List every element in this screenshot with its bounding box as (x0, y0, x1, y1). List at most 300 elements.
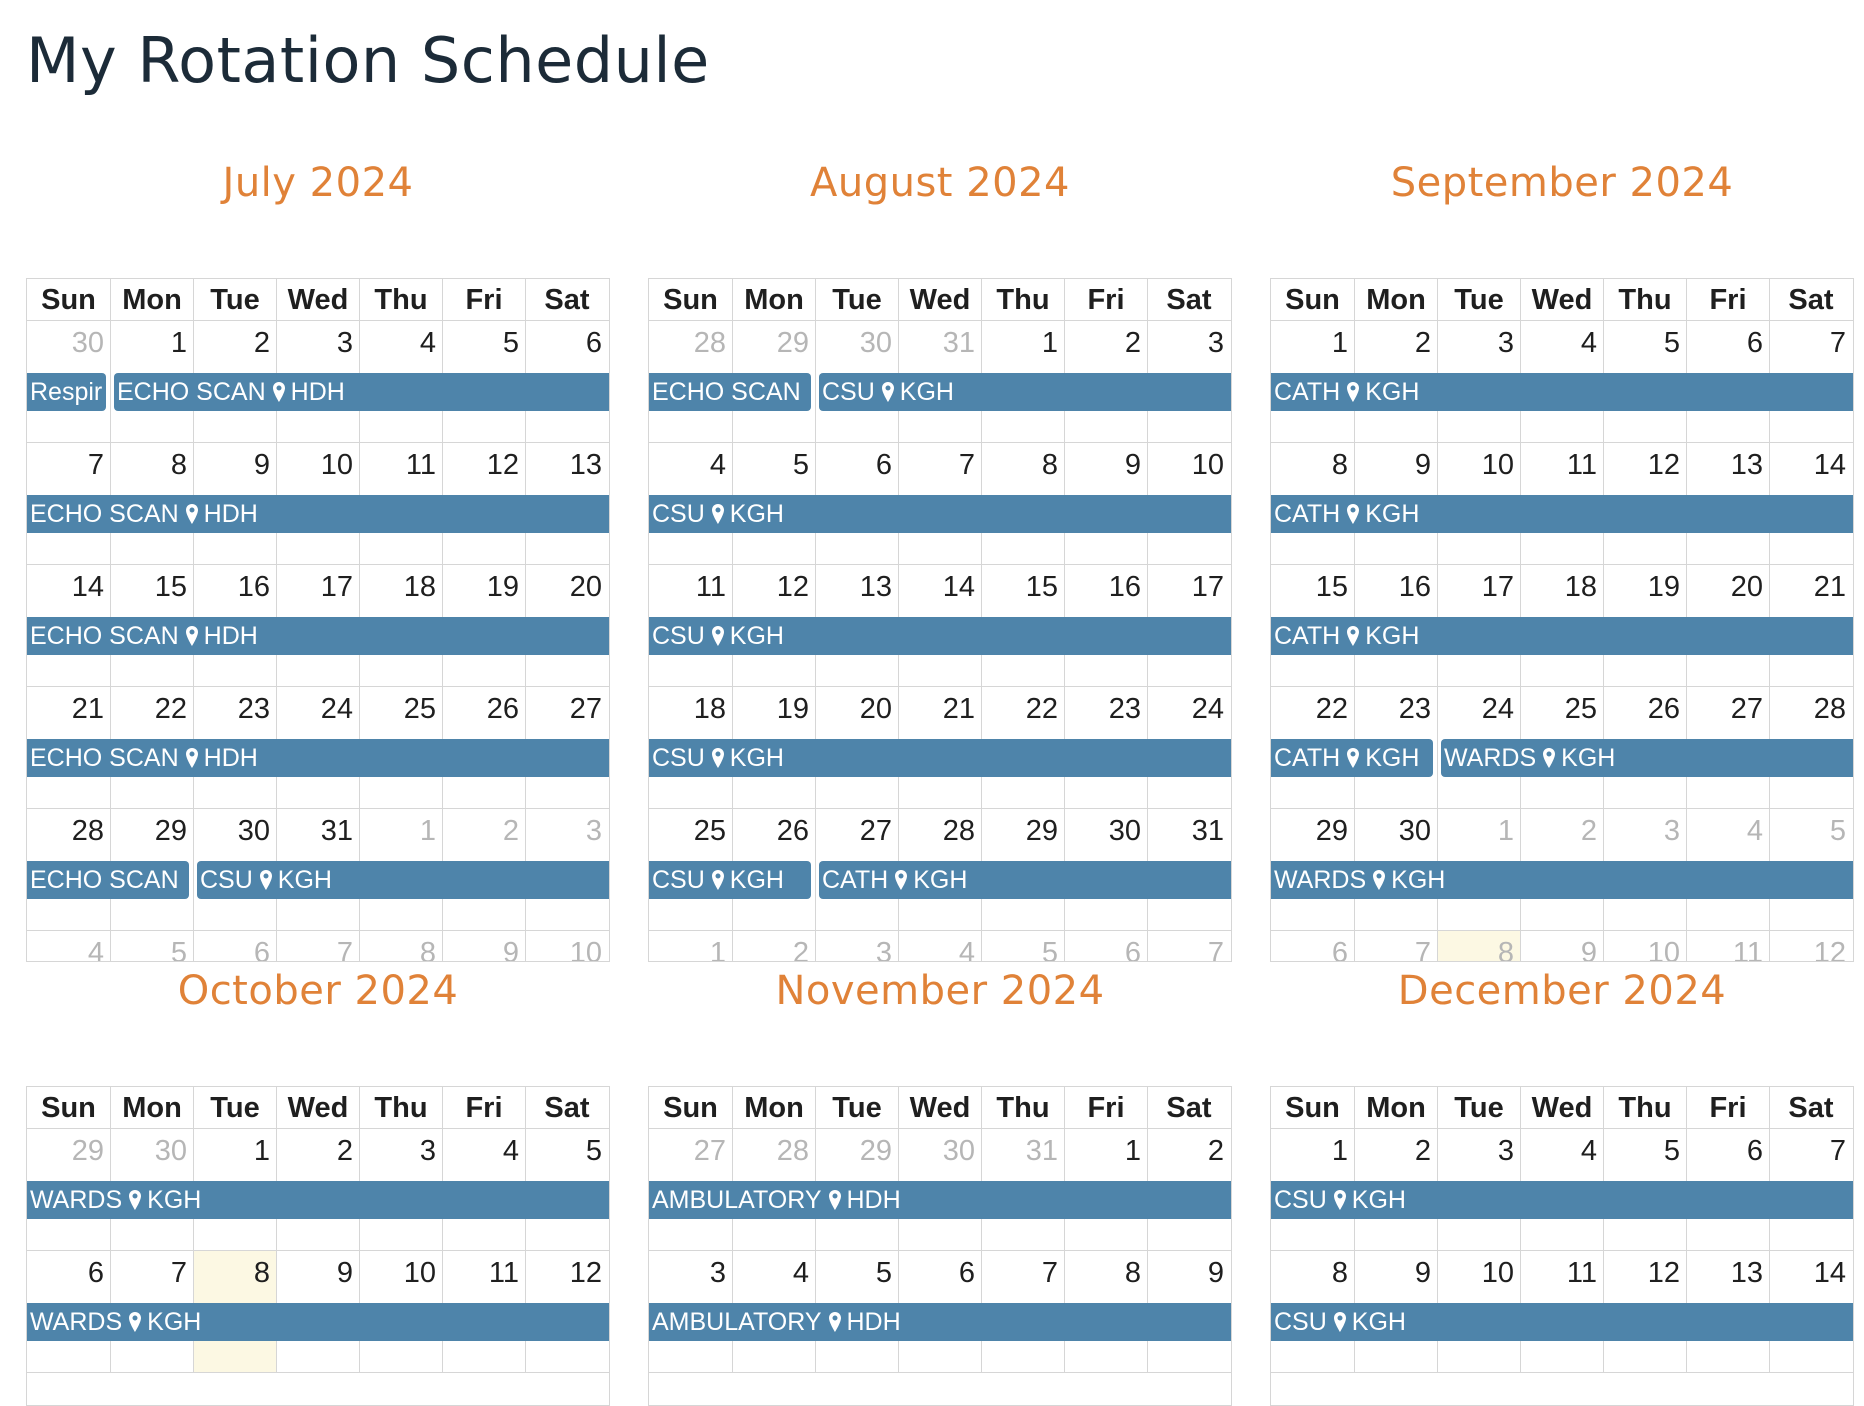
day-number: 30 (154, 1135, 187, 1167)
day-number: 20 (859, 693, 892, 725)
event-location: KGH (1365, 378, 1420, 406)
weekday-label: Fri (442, 279, 525, 321)
month-grid (1270, 1086, 1854, 1406)
day-number: 30 (859, 327, 892, 359)
day-number: 26 (486, 693, 519, 725)
event-label: CSU (1274, 1186, 1327, 1214)
event-label: ECHO SCAN (30, 744, 179, 772)
day-number: 11 (1566, 449, 1597, 481)
day-number: 12 (1647, 449, 1680, 481)
day-number: 18 (403, 571, 436, 603)
day-number: 10 (403, 1257, 436, 1289)
week-row (649, 321, 1231, 443)
week-row (1271, 687, 1853, 809)
day-number: 24 (320, 693, 353, 725)
day-number: 1 (1331, 1135, 1348, 1167)
map-pin-icon (1346, 625, 1360, 647)
day-number: 2 (1414, 1135, 1431, 1167)
weekday-label: Mon (110, 279, 193, 321)
day-number: 3 (1663, 815, 1680, 847)
event-location: KGH (147, 1186, 202, 1214)
rotation-event[interactable] (1271, 861, 1854, 899)
event-label: WARDS (1444, 744, 1537, 772)
rotation-event[interactable] (27, 1181, 610, 1219)
rotation-event[interactable] (649, 617, 1232, 655)
day-number: 30 (71, 327, 104, 359)
day-number: 12 (569, 1257, 602, 1289)
weekday-label: Fri (1064, 1087, 1147, 1129)
day-number: 1 (709, 937, 726, 962)
day-number: 8 (1331, 1257, 1348, 1289)
day-number: 31 (1191, 815, 1224, 847)
day-number: 31 (320, 815, 353, 847)
day-number: 1 (1331, 327, 1348, 359)
event-label: CATH (1274, 622, 1341, 650)
map-pin-icon (711, 625, 725, 647)
day-number: 9 (502, 937, 519, 962)
rotation-event[interactable] (27, 495, 610, 533)
month-title: December 2024 (1397, 968, 1727, 1014)
weekday-header (649, 1087, 1231, 1129)
weekday-label: Sat (525, 279, 608, 321)
day-number: 7 (1414, 937, 1431, 962)
rotation-event[interactable] (649, 373, 811, 411)
rotation-event[interactable] (819, 861, 1232, 899)
day-number: 29 (1315, 815, 1348, 847)
month-grid (26, 1086, 610, 1406)
weekday-label: Wed (276, 279, 359, 321)
day-number: 30 (1108, 815, 1141, 847)
map-pin-icon (881, 381, 895, 403)
day-number: 29 (71, 1135, 104, 1167)
week-row (27, 809, 609, 931)
map-pin-icon (828, 1311, 842, 1333)
month-grid (1270, 278, 1854, 962)
day-number: 29 (154, 815, 187, 847)
weekday-label: Tue (815, 279, 898, 321)
weekday-label: Fri (1064, 279, 1147, 321)
day-number: 7 (1207, 937, 1224, 962)
week-row (27, 443, 609, 565)
event-label: CSU (1274, 1308, 1327, 1336)
day-number: 2 (502, 815, 519, 847)
day-number: 29 (859, 1135, 892, 1167)
event-label: CSU (652, 866, 705, 894)
map-pin-icon (1333, 1189, 1347, 1211)
weekday-label: Tue (1437, 279, 1520, 321)
map-pin-icon (1346, 747, 1360, 769)
day-number: 4 (709, 449, 726, 481)
event-location: HDH (846, 1186, 901, 1214)
weekday-label: Sun (663, 1092, 718, 1124)
day-number: 25 (403, 693, 436, 725)
day-number: 13 (569, 449, 602, 481)
day-number: 6 (1746, 1135, 1763, 1167)
rotation-event[interactable] (1271, 1181, 1854, 1219)
week-row (649, 1129, 1231, 1251)
day-number: 9 (1124, 449, 1141, 481)
month-title: November 2024 (775, 968, 1105, 1014)
day-number: 7 (87, 449, 104, 481)
rotation-event[interactable] (1271, 739, 1433, 777)
map-pin-icon (711, 747, 725, 769)
day-number: 2 (253, 327, 270, 359)
day-number: 23 (1398, 693, 1431, 725)
day-number: 22 (1315, 693, 1348, 725)
week-row (27, 1251, 609, 1373)
day-number: 17 (1481, 571, 1514, 603)
map-pin-icon (711, 869, 725, 891)
day-number: 3 (419, 1135, 436, 1167)
day-number: 9 (1414, 1257, 1431, 1289)
week-row (649, 443, 1231, 565)
day-number: 7 (1829, 327, 1846, 359)
day-number: 7 (336, 937, 353, 962)
rotation-event[interactable] (649, 739, 1232, 777)
week-row (27, 687, 609, 809)
day-number: 9 (1207, 1257, 1224, 1289)
map-pin-icon (1542, 747, 1556, 769)
weekday-header (649, 279, 1231, 321)
week-row (1271, 1251, 1853, 1373)
day-number: 3 (709, 1257, 726, 1289)
week-row (649, 565, 1231, 687)
day-number: 2 (336, 1135, 353, 1167)
day-number: 21 (71, 693, 104, 725)
day-number: 22 (1025, 693, 1058, 725)
event-label: WARDS (1274, 866, 1367, 894)
day-number: 27 (693, 1135, 726, 1167)
month-grid (26, 278, 610, 962)
map-pin-icon (894, 869, 908, 891)
day-number: 8 (419, 937, 436, 962)
weekday-label: Mon (1354, 1087, 1437, 1129)
day-number: 14 (1813, 449, 1846, 481)
day-number: 19 (776, 693, 809, 725)
weekday-label: Wed (898, 279, 981, 321)
day-number: 2 (792, 937, 809, 962)
day-number: 6 (958, 1257, 975, 1289)
day-number: 14 (71, 571, 104, 603)
day-number: 19 (1647, 571, 1680, 603)
rotation-event[interactable] (1271, 1303, 1854, 1341)
day-number: 2 (1580, 815, 1597, 847)
day-number: 9 (253, 449, 270, 481)
day-number: 21 (942, 693, 975, 725)
day-number: 8 (1041, 449, 1058, 481)
rotation-event[interactable] (819, 373, 1232, 411)
week-row (649, 687, 1231, 809)
event-location: KGH (899, 378, 954, 406)
day-number: 17 (1191, 571, 1224, 603)
event-label: CATH (1274, 744, 1341, 772)
day-number: 1 (1041, 327, 1058, 359)
day-number: 10 (1481, 1257, 1514, 1289)
day-number: 30 (237, 815, 270, 847)
day-number: 5 (502, 327, 519, 359)
day-number: 10 (1647, 937, 1680, 962)
map-pin-icon (272, 381, 286, 403)
day-number: 7 (1829, 1135, 1846, 1167)
day-number: 21 (1813, 571, 1846, 603)
event-label: ECHO SCAN (30, 500, 179, 528)
day-number: 23 (237, 693, 270, 725)
day-number: 8 (1497, 937, 1514, 962)
day-number: 4 (502, 1135, 519, 1167)
day-number: 8 (253, 1257, 270, 1289)
day-number: 5 (1663, 1135, 1680, 1167)
day-number: 10 (1191, 449, 1224, 481)
day-number: 18 (693, 693, 726, 725)
event-location: KGH (277, 866, 332, 894)
weekday-label: Mon (110, 1087, 193, 1129)
weekday-label: Sat (1769, 1087, 1852, 1129)
event-location: KGH (729, 500, 784, 528)
rotation-event[interactable] (197, 861, 610, 899)
day-number: 6 (875, 449, 892, 481)
week-row (1271, 321, 1853, 443)
rotation-event[interactable] (27, 617, 610, 655)
day-number: 15 (1315, 571, 1348, 603)
event-label: CATH (1274, 500, 1341, 528)
rotation-event[interactable] (27, 1303, 610, 1341)
map-pin-icon (185, 625, 199, 647)
day-number: 30 (1398, 815, 1431, 847)
weekday-label: Sat (1147, 279, 1230, 321)
map-pin-icon (259, 869, 273, 891)
weekday-label: Mon (732, 1087, 815, 1129)
rotation-event[interactable] (114, 373, 610, 411)
day-number: 4 (1580, 1135, 1597, 1167)
weekday-label: Fri (1686, 279, 1769, 321)
day-number: 5 (1829, 815, 1846, 847)
day-number: 3 (1497, 327, 1514, 359)
weekday-label: Thu (359, 1087, 442, 1129)
day-number: 3 (1497, 1135, 1514, 1167)
rotation-event[interactable] (27, 739, 610, 777)
rotation-event[interactable] (1441, 739, 1854, 777)
day-number: 13 (1730, 1257, 1763, 1289)
weekday-label: Fri (1686, 1087, 1769, 1129)
map-pin-icon (1333, 1311, 1347, 1333)
event-location: KGH (913, 866, 968, 894)
day-number: 1 (419, 815, 436, 847)
weekday-label: Tue (193, 1087, 276, 1129)
page-title: My Rotation Schedule (26, 24, 710, 97)
month-grid (648, 1086, 1232, 1406)
day-number: 8 (1331, 449, 1348, 481)
day-number: 28 (71, 815, 104, 847)
day-number: 10 (1481, 449, 1514, 481)
month-title: July 2024 (222, 160, 414, 206)
day-number: 31 (1025, 1135, 1058, 1167)
day-number: 7 (958, 449, 975, 481)
event-location: KGH (729, 744, 784, 772)
event-location: HDH (290, 378, 345, 406)
day-number: 23 (1108, 693, 1141, 725)
day-number: 6 (1124, 937, 1141, 962)
day-number: 5 (875, 1257, 892, 1289)
event-location: KGH (729, 866, 784, 894)
event-location: HDH (846, 1308, 901, 1336)
event-label: AMBULATORY (652, 1186, 822, 1214)
weekday-header (27, 1087, 609, 1129)
day-number: 1 (1124, 1135, 1141, 1167)
week-row (1271, 443, 1853, 565)
map-pin-icon (711, 503, 725, 525)
day-number: 2 (1124, 327, 1141, 359)
day-number: 28 (1813, 693, 1846, 725)
map-pin-icon (128, 1311, 142, 1333)
day-number: 10 (320, 449, 353, 481)
day-number: 3 (875, 937, 892, 962)
event-location: KGH (1365, 744, 1420, 772)
event-label: WARDS (30, 1308, 123, 1336)
weekday-header (1271, 1087, 1853, 1129)
day-number: 7 (1041, 1257, 1058, 1289)
day-number: 3 (1207, 327, 1224, 359)
day-number: 14 (1813, 1257, 1846, 1289)
weekday-label: Mon (1354, 279, 1437, 321)
weekday-label: Sun (663, 284, 718, 316)
day-number: 22 (154, 693, 187, 725)
day-number: 7 (170, 1257, 187, 1289)
map-pin-icon (185, 747, 199, 769)
day-number: 4 (792, 1257, 809, 1289)
day-number: 11 (1566, 1257, 1597, 1289)
rotation-event[interactable] (27, 373, 106, 411)
day-number: 6 (1746, 327, 1763, 359)
day-number: 1 (253, 1135, 270, 1167)
event-label: CSU (652, 622, 705, 650)
day-number: 26 (1647, 693, 1680, 725)
day-number: 12 (776, 571, 809, 603)
day-number: 9 (1580, 937, 1597, 962)
day-number: 11 (405, 449, 436, 481)
weekday-label: Thu (1603, 279, 1686, 321)
week-row (1271, 931, 1853, 962)
rotation-event[interactable] (1271, 495, 1854, 533)
month-title: September 2024 (1390, 160, 1734, 206)
day-number: 10 (569, 937, 602, 962)
weekday-header (27, 279, 609, 321)
weekday-label: Tue (1437, 1087, 1520, 1129)
day-number: 19 (486, 571, 519, 603)
day-number: 6 (585, 327, 602, 359)
map-pin-icon (828, 1189, 842, 1211)
day-number: 25 (1564, 693, 1597, 725)
event-label: AMBULATORY (652, 1308, 822, 1336)
day-number: 3 (585, 815, 602, 847)
weekday-label: Wed (276, 1087, 359, 1129)
rotation-event[interactable] (27, 861, 189, 899)
event-location: KGH (1351, 1308, 1406, 1336)
day-number: 16 (237, 571, 270, 603)
event-label: CSU (652, 744, 705, 772)
event-label: ECHO SCAN (30, 866, 179, 894)
week-row (1271, 809, 1853, 931)
weekday-label: Thu (1603, 1087, 1686, 1129)
weekday-header (1271, 279, 1853, 321)
day-number: 17 (320, 571, 353, 603)
weekday-label: Sun (1285, 284, 1340, 316)
week-row (27, 321, 609, 443)
day-number: 4 (1746, 815, 1763, 847)
weekday-label: Fri (442, 1087, 525, 1129)
event-location: KGH (147, 1308, 202, 1336)
rotation-event[interactable] (649, 861, 811, 899)
weekday-label: Tue (193, 279, 276, 321)
day-number: 28 (776, 1135, 809, 1167)
event-location: KGH (1365, 622, 1420, 650)
day-number: 28 (693, 327, 726, 359)
day-number: 6 (1331, 937, 1348, 962)
day-number: 25 (693, 815, 726, 847)
day-number: 3 (336, 327, 353, 359)
day-number: 1 (1497, 815, 1514, 847)
day-number: 26 (776, 815, 809, 847)
month-title: October 2024 (177, 968, 459, 1014)
day-number: 2 (1414, 327, 1431, 359)
day-number: 14 (942, 571, 975, 603)
event-location: KGH (1351, 1186, 1406, 1214)
day-number: 16 (1398, 571, 1431, 603)
week-row (27, 1129, 609, 1251)
event-label: CSU (822, 378, 875, 406)
day-number: 8 (170, 449, 187, 481)
day-number: 9 (336, 1257, 353, 1289)
event-label: CSU (652, 500, 705, 528)
month-grid (648, 278, 1232, 962)
day-number: 11 (488, 1257, 519, 1289)
rotation-event[interactable] (649, 495, 1232, 533)
event-label: ECHO SCAN (652, 378, 801, 406)
week-row (27, 931, 609, 962)
day-number: 15 (154, 571, 187, 603)
day-number: 9 (1414, 449, 1431, 481)
weekday-label: Sat (1147, 1087, 1230, 1129)
weekday-label: Thu (981, 1087, 1064, 1129)
day-number: 4 (1580, 327, 1597, 359)
day-number: 13 (859, 571, 892, 603)
day-number: 15 (1025, 571, 1058, 603)
event-location: HDH (203, 500, 258, 528)
day-number: 12 (1813, 937, 1846, 962)
weekday-label: Sat (525, 1087, 608, 1129)
rotation-event[interactable] (649, 1303, 1232, 1341)
day-number: 29 (1025, 815, 1058, 847)
day-number: 4 (958, 937, 975, 962)
event-location: KGH (1391, 866, 1446, 894)
map-pin-icon (1346, 503, 1360, 525)
day-number: 12 (1647, 1257, 1680, 1289)
day-number: 5 (170, 937, 187, 962)
day-number: 6 (253, 937, 270, 962)
day-number: 27 (569, 693, 602, 725)
weekday-label: Sun (41, 1092, 96, 1124)
week-row (1271, 1129, 1853, 1251)
day-number: 31 (942, 327, 975, 359)
month-title: August 2024 (810, 160, 1070, 206)
week-row (649, 1251, 1231, 1373)
rotation-event[interactable] (649, 1181, 1232, 1219)
day-number: 18 (1564, 571, 1597, 603)
event-location: KGH (1365, 500, 1420, 528)
map-pin-icon (1372, 869, 1386, 891)
rotation-event[interactable] (1271, 617, 1854, 655)
weekday-label: Wed (1520, 1087, 1603, 1129)
rotation-event[interactable] (1271, 373, 1854, 411)
